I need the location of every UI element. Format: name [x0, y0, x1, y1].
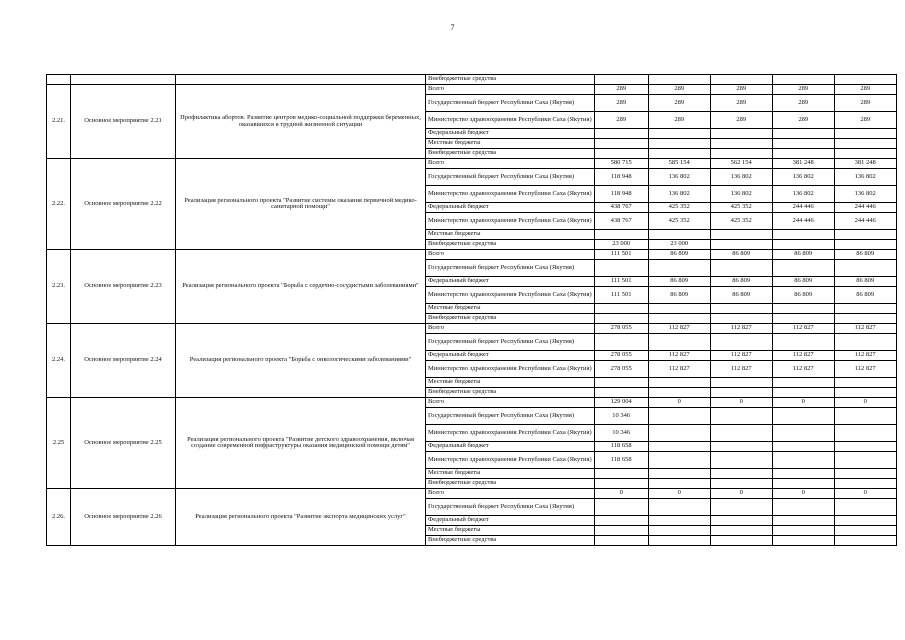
value-cell-5 — [834, 334, 896, 351]
value-cell-1 — [594, 499, 648, 516]
value-cell-2: 425 352 — [648, 203, 710, 213]
value-cell-2: 289 — [648, 95, 710, 112]
value-cell-5 — [834, 469, 896, 479]
funding-source-cell: Министерство здравоохранения Республики Саха (Якутия) — [426, 361, 595, 378]
value-cell-2 — [648, 75, 710, 85]
value-cell-4 — [772, 442, 834, 452]
value-cell-3 — [710, 334, 772, 351]
activity-name: Основное мероприятие 2.25 — [71, 398, 176, 489]
value-cell-4: 112 827 — [772, 351, 834, 361]
funding-source-cell: Всего — [426, 85, 595, 95]
value-cell-3 — [710, 479, 772, 489]
value-cell-3 — [710, 240, 772, 250]
value-cell-1: 278 055 — [594, 361, 648, 378]
value-cell-3 — [710, 526, 772, 536]
value-cell-1: 0 — [594, 489, 648, 499]
value-cell-4: 244 446 — [772, 213, 834, 230]
funding-source-cell: Всего — [426, 489, 595, 499]
activity-name: Основное мероприятие 2.24 — [71, 324, 176, 398]
value-cell-2 — [648, 408, 710, 425]
funding-source-cell: Министерство здравоохранения Республики Саха (Якутия) — [426, 112, 595, 129]
funding-source-cell: Государственный бюджет Республики Саха (Якутия) — [426, 408, 595, 425]
value-cell-2: 136 802 — [648, 169, 710, 186]
value-cell-1 — [594, 469, 648, 479]
value-cell-1: 10 346 — [594, 408, 648, 425]
table-row — [47, 489, 897, 499]
value-cell-3 — [710, 230, 772, 240]
value-cell-2 — [648, 304, 710, 314]
value-cell-4: 86 809 — [772, 250, 834, 260]
value-cell-4: 289 — [772, 112, 834, 129]
value-cell-5 — [834, 304, 896, 314]
value-cell-2: 112 827 — [648, 351, 710, 361]
activity-description: Реализация регионального проекта "Развитие экспорта медицинских услуг" — [176, 489, 426, 546]
value-cell-3 — [710, 314, 772, 324]
value-cell-5: 86 809 — [834, 287, 896, 304]
value-cell-5 — [834, 536, 896, 546]
funding-source-cell: Всего — [426, 324, 595, 334]
activity-name: Основное мероприятие 2.22 — [71, 159, 176, 250]
value-cell-1 — [594, 139, 648, 149]
value-cell-5 — [834, 129, 896, 139]
value-cell-3 — [710, 469, 772, 479]
value-cell-2 — [648, 536, 710, 546]
activity-description: Реализация регионального проекта "Развитие системы оказания первичной медико-санитарной помощи" — [176, 159, 426, 250]
value-cell-3 — [710, 516, 772, 526]
value-cell-5: 289 — [834, 112, 896, 129]
value-cell-1: 289 — [594, 85, 648, 95]
value-cell-2 — [648, 479, 710, 489]
activity-number: 2.25 — [47, 398, 71, 489]
value-cell-1: 10 346 — [594, 425, 648, 442]
value-cell-5: 112 827 — [834, 361, 896, 378]
value-cell-3 — [710, 75, 772, 85]
value-cell-2 — [648, 516, 710, 526]
value-cell-3 — [710, 536, 772, 546]
value-cell-4 — [772, 129, 834, 139]
value-cell-1: 118 948 — [594, 169, 648, 186]
value-cell-2: 112 827 — [648, 324, 710, 334]
funding-source-cell: Внебюджетные средства — [426, 388, 595, 398]
value-cell-5: 112 827 — [834, 324, 896, 334]
value-cell-4 — [772, 334, 834, 351]
value-cell-2 — [648, 260, 710, 277]
funding-source-cell: Министерство здравоохранения Республики Саха (Якутия) — [426, 287, 595, 304]
value-cell-2: 86 809 — [648, 287, 710, 304]
funding-source-cell: Федеральный бюджет — [426, 442, 595, 452]
funding-source-cell: Местные бюджеты — [426, 139, 595, 149]
value-cell-1 — [594, 314, 648, 324]
name-cell-empty — [71, 75, 176, 85]
value-cell-4 — [772, 469, 834, 479]
value-cell-4 — [772, 378, 834, 388]
value-cell-2: 86 809 — [648, 277, 710, 287]
value-cell-5 — [834, 260, 896, 277]
value-cell-2 — [648, 469, 710, 479]
value-cell-2 — [648, 526, 710, 536]
value-cell-5 — [834, 230, 896, 240]
activity-number: 2.21. — [47, 85, 71, 159]
value-cell-4: 136 802 — [772, 169, 834, 186]
value-cell-2: 23 000 — [648, 240, 710, 250]
value-cell-5 — [834, 240, 896, 250]
value-cell-4 — [772, 425, 834, 442]
value-cell-5 — [834, 139, 896, 149]
value-cell-2 — [648, 334, 710, 351]
number-cell-empty — [47, 75, 71, 85]
value-cell-3 — [710, 452, 772, 469]
value-cell-1 — [594, 516, 648, 526]
value-cell-3: 0 — [710, 489, 772, 499]
table-row — [47, 159, 897, 169]
activity-number: 2.24. — [47, 324, 71, 398]
value-cell-1: 118 658 — [594, 442, 648, 452]
funding-source-cell: Министерство здравоохранения Республики Саха (Якутия) — [426, 452, 595, 469]
value-cell-5 — [834, 149, 896, 159]
value-cell-2: 86 809 — [648, 250, 710, 260]
value-cell-1 — [594, 536, 648, 546]
funding-source-cell: Федеральный бюджет — [426, 203, 595, 213]
value-cell-3: 562 154 — [710, 159, 772, 169]
value-cell-5: 289 — [834, 85, 896, 95]
table-row — [47, 250, 897, 260]
activity-number: 2.23. — [47, 250, 71, 324]
value-cell-2 — [648, 129, 710, 139]
value-cell-3: 86 809 — [710, 277, 772, 287]
value-cell-3: 112 827 — [710, 324, 772, 334]
value-cell-4: 112 827 — [772, 361, 834, 378]
activity-name: Основное мероприятие 2.21 — [71, 85, 176, 159]
value-cell-1: 118 658 — [594, 452, 648, 469]
value-cell-3 — [710, 378, 772, 388]
value-cell-3 — [710, 149, 772, 159]
value-cell-1: 23 000 — [594, 240, 648, 250]
funding-source-cell: Внебюджетные средства — [426, 149, 595, 159]
budget-table — [46, 74, 897, 546]
value-cell-4: 289 — [772, 95, 834, 112]
value-cell-4 — [772, 230, 834, 240]
value-cell-1 — [594, 304, 648, 314]
value-cell-5: 0 — [834, 398, 896, 408]
funding-source-cell: Всего — [426, 398, 595, 408]
value-cell-5: 289 — [834, 95, 896, 112]
value-cell-1 — [594, 129, 648, 139]
value-cell-2: 0 — [648, 398, 710, 408]
value-cell-1: 289 — [594, 95, 648, 112]
value-cell-2 — [648, 139, 710, 149]
funding-source-cell: Министерство здравоохранения Республики Саха (Якутия) — [426, 186, 595, 203]
funding-source-cell: Всего — [426, 159, 595, 169]
funding-source-cell: Федеральный бюджет — [426, 277, 595, 287]
value-cell-3 — [710, 129, 772, 139]
value-cell-5 — [834, 75, 896, 85]
funding-source-cell: Федеральный бюджет — [426, 129, 595, 139]
funding-source-cell: Внебюджетные средства — [426, 536, 595, 546]
value-cell-1: 438 767 — [594, 203, 648, 213]
value-cell-4: 0 — [772, 489, 834, 499]
value-cell-5: 0 — [834, 489, 896, 499]
value-cell-1 — [594, 388, 648, 398]
value-cell-1: 111 501 — [594, 287, 648, 304]
value-cell-3: 136 802 — [710, 169, 772, 186]
funding-source-cell: Местные бюджеты — [426, 230, 595, 240]
value-cell-3: 0 — [710, 398, 772, 408]
value-cell-2 — [648, 378, 710, 388]
funding-source-cell: Федеральный бюджет — [426, 516, 595, 526]
funding-source-cell: Внебюджетные средства — [426, 240, 595, 250]
value-cell-2 — [648, 442, 710, 452]
funding-source-cell: Государственный бюджет Республики Саха (Якутия) — [426, 499, 595, 516]
funding-source-cell: Министерство здравоохранения Республики Саха (Якутия) — [426, 213, 595, 230]
value-cell-3 — [710, 304, 772, 314]
value-cell-4: 381 248 — [772, 159, 834, 169]
value-cell-4: 86 809 — [772, 287, 834, 304]
value-cell-1: 289 — [594, 112, 648, 129]
value-cell-5: 244 446 — [834, 213, 896, 230]
value-cell-3 — [710, 408, 772, 425]
description-cell-empty — [176, 75, 426, 85]
value-cell-1 — [594, 378, 648, 388]
value-cell-4 — [772, 149, 834, 159]
value-cell-4: 0 — [772, 398, 834, 408]
value-cell-1: 118 948 — [594, 186, 648, 203]
funding-source-cell: Государственный бюджет Республики Саха (Якутия) — [426, 260, 595, 277]
value-cell-5: 112 827 — [834, 351, 896, 361]
value-cell-4 — [772, 516, 834, 526]
value-cell-3: 289 — [710, 85, 772, 95]
value-cell-2 — [648, 388, 710, 398]
value-cell-3 — [710, 499, 772, 516]
value-cell-5 — [834, 442, 896, 452]
table-row — [47, 85, 897, 95]
value-cell-3 — [710, 425, 772, 442]
value-cell-4 — [772, 260, 834, 277]
funding-source-cell: Министерство здравоохранения Республики Саха (Якутия) — [426, 425, 595, 442]
value-cell-4 — [772, 479, 834, 489]
value-cell-4: 112 827 — [772, 324, 834, 334]
value-cell-2: 425 352 — [648, 213, 710, 230]
value-cell-5: 244 446 — [834, 203, 896, 213]
value-cell-1 — [594, 230, 648, 240]
value-cell-2 — [648, 452, 710, 469]
value-cell-5: 136 802 — [834, 186, 896, 203]
value-cell-5: 136 802 — [834, 169, 896, 186]
activity-description: Реализация регионального проекта "Борьба с онкологическими заболеваниями" — [176, 324, 426, 398]
value-cell-5: 381 248 — [834, 159, 896, 169]
value-cell-4 — [772, 304, 834, 314]
value-cell-5 — [834, 378, 896, 388]
value-cell-4: 136 802 — [772, 186, 834, 203]
value-cell-2 — [648, 230, 710, 240]
value-cell-4 — [772, 452, 834, 469]
funding-source-cell: Местные бюджеты — [426, 304, 595, 314]
value-cell-4 — [772, 139, 834, 149]
value-cell-1: 111 501 — [594, 250, 648, 260]
value-cell-4 — [772, 526, 834, 536]
funding-source-cell: Местные бюджеты — [426, 469, 595, 479]
value-cell-4 — [772, 536, 834, 546]
value-cell-4: 289 — [772, 85, 834, 95]
table-row — [47, 324, 897, 334]
funding-source-cell: Государственный бюджет Республики Саха (Якутия) — [426, 95, 595, 112]
activity-name: Основное мероприятие 2.23 — [71, 250, 176, 324]
value-cell-5 — [834, 516, 896, 526]
activity-description: Реализация регионального проекта "Развитие детского здравоохранения, включая создание современной инфраструктуры оказания медицинской помощи детям" — [176, 398, 426, 489]
value-cell-2: 585 154 — [648, 159, 710, 169]
funding-source-cell: Местные бюджеты — [426, 526, 595, 536]
value-cell-1: 278 055 — [594, 324, 648, 334]
value-cell-4: 86 809 — [772, 277, 834, 287]
value-cell-4: 244 446 — [772, 203, 834, 213]
value-cell-1 — [594, 526, 648, 536]
funding-source-cell: Местные бюджеты — [426, 378, 595, 388]
funding-source-cell: Внебюджетные средства — [426, 75, 595, 85]
value-cell-2 — [648, 499, 710, 516]
value-cell-3: 289 — [710, 112, 772, 129]
value-cell-1: 278 055 — [594, 351, 648, 361]
value-cell-3: 136 802 — [710, 186, 772, 203]
value-cell-5: 86 809 — [834, 277, 896, 287]
value-cell-2: 289 — [648, 85, 710, 95]
value-cell-3 — [710, 442, 772, 452]
activity-description: Реализация регионального проекта "Борьба с сердечно-сосудистыми заболеваниями" — [176, 250, 426, 324]
funding-source-cell: Внебюджетные средства — [426, 314, 595, 324]
value-cell-3: 425 352 — [710, 203, 772, 213]
funding-source-cell: Всего — [426, 250, 595, 260]
value-cell-5 — [834, 526, 896, 536]
value-cell-2 — [648, 314, 710, 324]
value-cell-1 — [594, 75, 648, 85]
value-cell-1: 129 004 — [594, 398, 648, 408]
value-cell-1 — [594, 149, 648, 159]
value-cell-1 — [594, 479, 648, 489]
funding-source-cell: Федеральный бюджет — [426, 351, 595, 361]
value-cell-3: 86 809 — [710, 287, 772, 304]
value-cell-3: 112 827 — [710, 361, 772, 378]
activity-number: 2.22. — [47, 159, 71, 250]
value-cell-5 — [834, 425, 896, 442]
value-cell-5 — [834, 388, 896, 398]
page-number: 7 — [450, 23, 455, 32]
value-cell-4 — [772, 75, 834, 85]
continuation-row — [47, 75, 897, 85]
value-cell-4 — [772, 240, 834, 250]
funding-source-cell: Государственный бюджет Республики Саха (Якутия) — [426, 169, 595, 186]
value-cell-5 — [834, 314, 896, 324]
value-cell-5 — [834, 408, 896, 425]
value-cell-5 — [834, 452, 896, 469]
value-cell-2 — [648, 149, 710, 159]
value-cell-3: 289 — [710, 95, 772, 112]
value-cell-4 — [772, 388, 834, 398]
activity-number: 2.26. — [47, 489, 71, 546]
value-cell-4 — [772, 499, 834, 516]
table-body — [47, 75, 897, 546]
value-cell-3: 425 352 — [710, 213, 772, 230]
value-cell-2 — [648, 425, 710, 442]
funding-source-cell: Государственный бюджет Республики Саха (Якутия) — [426, 334, 595, 351]
value-cell-1 — [594, 260, 648, 277]
value-cell-3 — [710, 260, 772, 277]
value-cell-1: 111 501 — [594, 277, 648, 287]
table-row — [47, 398, 897, 408]
value-cell-5 — [834, 479, 896, 489]
value-cell-1: 438 767 — [594, 213, 648, 230]
value-cell-1: 580 715 — [594, 159, 648, 169]
value-cell-5: 86 809 — [834, 250, 896, 260]
value-cell-2: 136 802 — [648, 186, 710, 203]
activity-name: Основное мероприятие 2.26 — [71, 489, 176, 546]
value-cell-1 — [594, 334, 648, 351]
funding-source-cell: Внебюджетные средства — [426, 479, 595, 489]
value-cell-3: 86 809 — [710, 250, 772, 260]
value-cell-4 — [772, 314, 834, 324]
value-cell-5 — [834, 499, 896, 516]
value-cell-4 — [772, 408, 834, 425]
value-cell-3: 112 827 — [710, 351, 772, 361]
activity-description: Профилактика абортов. Развитие центров медико-социальной поддержки беременных, оказавшихся в трудной жизненной ситуации — [176, 85, 426, 159]
value-cell-2: 112 827 — [648, 361, 710, 378]
value-cell-3 — [710, 388, 772, 398]
value-cell-2: 0 — [648, 489, 710, 499]
value-cell-2: 289 — [648, 112, 710, 129]
value-cell-3 — [710, 139, 772, 149]
